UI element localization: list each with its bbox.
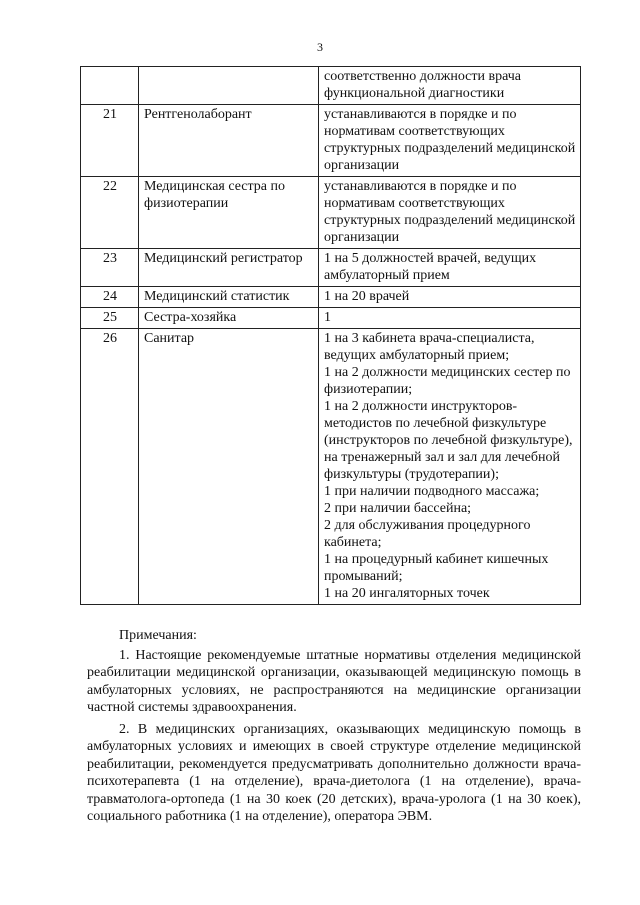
norm-line: 1 на 5 должностей врачей, ведущих амбулаторный прием (324, 251, 537, 283)
row-number-cell: 26 (81, 329, 139, 605)
note-item-2: 2. В медицинских организациях, оказывающих медицинскую помощь в амбулаторных условиях и имеющих в своей структуре отделение медицинской реабилитации, рекомендуется предусматривать дополнительно должности врача-психотерапевта (1 на отделение), врача-диетолога (1 на отделение), врача-травматолога-ортопеда (1 на 30 коек (20 детских), врача-уролога (1 на 30 коек), социального работника (1 на отделение), оператора ЭВМ. (87, 721, 581, 824)
norm-cell (319, 177, 581, 249)
table-row (81, 308, 581, 329)
row-number-cell: 23 (81, 249, 139, 287)
norm-line: 1 на 2 должности медицинских сестер по физиотерапии; (324, 365, 571, 397)
row-number-cell: 21 (81, 105, 139, 177)
norm-line: 1 на 3 кабинета врача-специалиста, ведущих амбулаторный прием; (324, 331, 535, 363)
row-number-cell: 24 (81, 287, 139, 308)
position-cell: Сестра-хозяйка (139, 308, 319, 329)
norm-line: устанавливаются в порядке и по нормативам соответствующих структурных подразделений медицинской организации (324, 179, 576, 245)
staffing-table-body (81, 67, 581, 605)
table-row (81, 249, 581, 287)
notes-section (87, 627, 581, 830)
norm-line: 2 для обслуживания процедурного кабинета; (324, 518, 531, 550)
table-row (81, 105, 581, 177)
position-cell: Медицинский статистик (139, 287, 319, 308)
row-number-cell (81, 67, 139, 105)
position-cell (139, 67, 319, 105)
norm-line: 1 на 2 должности инструкторов-методистов по лечебной физкультуре (инструкторов по лечебной физкультуре), на тренажерный зал и зал для лечебной физкультуры (трудотерапии); (324, 399, 573, 482)
row-number-cell: 22 (81, 177, 139, 249)
page-number: 3 (317, 40, 323, 54)
norm-cell (319, 249, 581, 287)
norm-cell (319, 329, 581, 605)
norm-cell (319, 67, 581, 105)
norm-line: устанавливаются в порядке и по нормативам соответствующих структурных подразделений медицинской организации (324, 107, 576, 173)
table-row (81, 177, 581, 249)
notes-title: Примечания: (119, 628, 197, 643)
norm-line: 1 на 20 врачей (324, 289, 410, 304)
note-item-1: 1. Настоящие рекомендуемые штатные нормативы отделения медицинской реабилитации медицинской организации, оказывающей медицинскую помощь в амбулаторных условиях, не распространяются на медицинские организации частной системы здравоохранения. (87, 647, 581, 715)
position-cell: Санитар (139, 329, 319, 605)
norm-line: 1 при наличии подводного массажа; (324, 484, 540, 499)
norm-cell (319, 308, 581, 329)
table-row (81, 329, 581, 605)
staffing-table (80, 66, 581, 605)
norm-line: 1 на 20 ингаляторных точек (324, 586, 490, 601)
norm-line: 1 (324, 310, 331, 325)
norm-cell (319, 287, 581, 308)
table-row (81, 67, 581, 105)
position-cell: Медицинская сестра по физиотерапии (139, 177, 319, 249)
norm-cell (319, 105, 581, 177)
norm-line: соответственно должности врача функциональной диагностики (324, 69, 522, 101)
row-number-cell: 25 (81, 308, 139, 329)
norm-line: 2 при наличии бассейна; (324, 501, 472, 516)
table-row (81, 287, 581, 308)
position-cell: Рентгенолаборант (139, 105, 319, 177)
position-cell: Медицинский регистратор (139, 249, 319, 287)
norm-line: 1 на процедурный кабинет кишечных промываний; (324, 552, 549, 584)
